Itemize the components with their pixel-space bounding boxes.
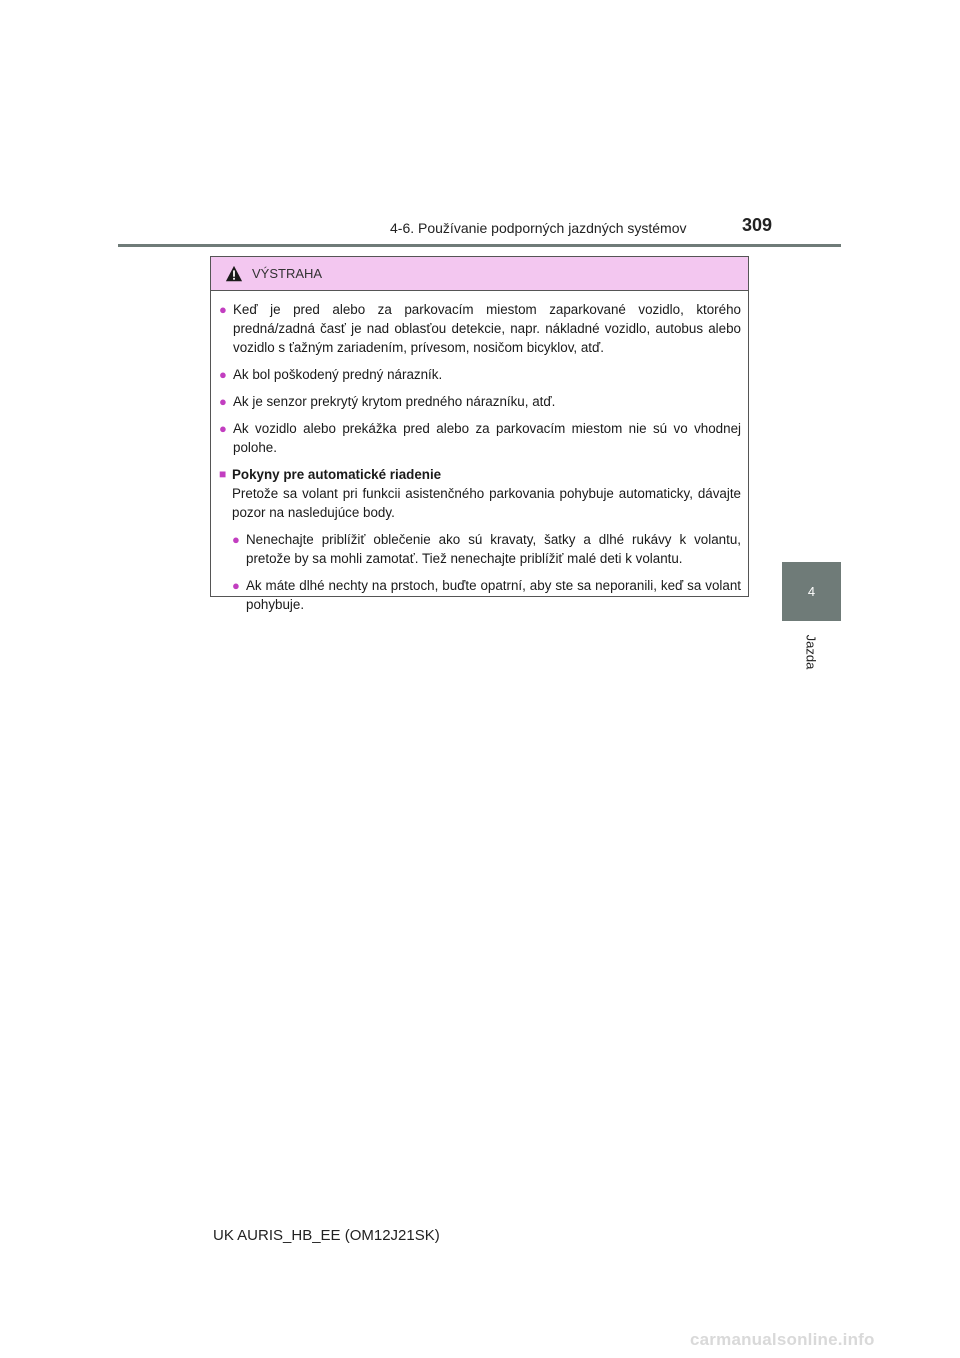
list-item [219, 392, 741, 411]
header-rule [118, 244, 841, 247]
document-code: UK AURIS_HB_EE (OM12J21SK) [213, 1227, 440, 1244]
section-title: 4-6. Používanie podporných jazdných systémov [390, 220, 687, 236]
chapter-tab[interactable] [782, 562, 841, 621]
page-number: 309 [742, 215, 773, 235]
warning-title: VÝSTRAHA [252, 266, 323, 281]
section-intro: Pretože sa volant pri funkcii asistenčného parkovania pohybuje automaticky, dávajte pozor na nasledujúce body. [232, 486, 741, 520]
section-heading-text: Pokyny pre automatické riadenie [232, 467, 442, 482]
list-item-text: Ak vozidlo alebo prekážka pred alebo za parkovacím miestom nie sú vo vhodnej polohe. [233, 421, 741, 455]
chapter-label: Jazda [803, 634, 819, 670]
chapter-number: 4 [807, 584, 816, 599]
list-item-text: Keď je pred alebo za parkovacím miestom zaparkované vozidlo, ktorého predná/zadná časť je nad oblasťou detekcie, napr. nákladné vozidlo, autobus alebo vozidlo s ťažným zariadením, prívesom, nosičom bicyklov, atď. [233, 302, 741, 355]
bullet-icon: ● [219, 394, 227, 409]
warning-body [211, 291, 748, 614]
list-item-text: Ak máte dlhé nechty na prstoch, buďte opatrní, aby ste sa neporanili, keď sa volant pohybuje. [246, 578, 741, 612]
watermark: carmanualsonline.info [690, 1330, 875, 1349]
list-item [232, 576, 741, 614]
list-item [219, 419, 741, 457]
list-item-text: Ak bol poškodený predný nárazník. [233, 367, 443, 382]
warning-box [210, 256, 749, 612]
bullet-icon: ● [232, 532, 240, 547]
bullet-icon: ● [219, 367, 227, 382]
list-item [219, 365, 741, 384]
bullet-icon: ● [219, 421, 227, 436]
square-bullet-icon: ■ [219, 467, 227, 481]
bullet-icon: ● [219, 302, 227, 317]
section-heading [219, 465, 741, 484]
list-item [219, 300, 741, 357]
list-item-text: Nenechajte priblížiť oblečenie ako sú kravaty, šatky a dlhé rukávy k volantu, pretože by sa mohli zamotať. Tiež nenechajte priblížiť malé deti k volantu. [246, 532, 741, 566]
warning-header [211, 257, 748, 291]
bullet-icon: ● [232, 578, 240, 593]
warning-triangle-icon [225, 265, 243, 283]
list-item-text: Ak je senzor prekrytý krytom predného nárazníku, atď. [233, 394, 556, 409]
list-item [232, 530, 741, 568]
